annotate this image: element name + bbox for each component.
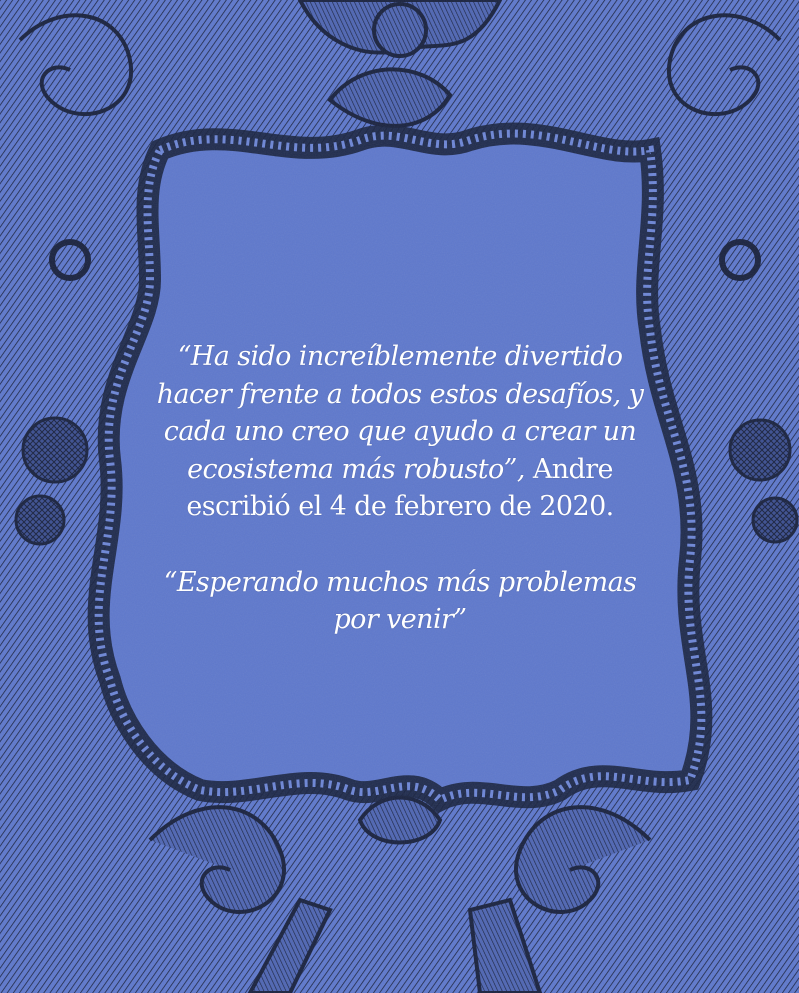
quote-text-block bbox=[150, 338, 650, 639]
second-quote: “Esperando muchos más problemas por venir” bbox=[163, 566, 637, 635]
main-quote-italic: “Ha sido increíblemente divertido hacer frente a todos estos desafíos, y cada uno creo que ayudo a crear un ecosistema más robusto”, bbox=[156, 341, 644, 485]
quote-attribution: Andre escribió el 4 de febrero de 2020. bbox=[186, 453, 614, 522]
paragraph-spacer bbox=[150, 526, 650, 564]
main-quote-paragraph bbox=[150, 338, 650, 526]
